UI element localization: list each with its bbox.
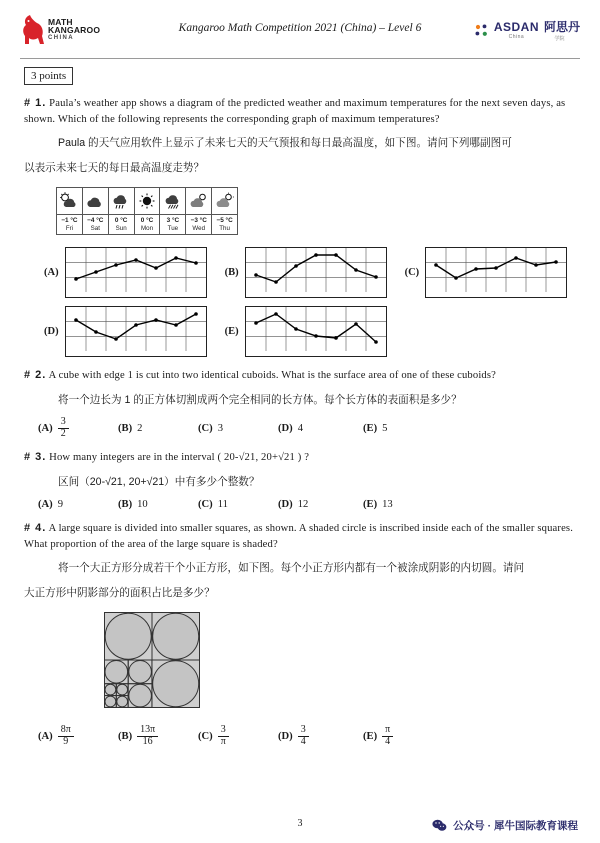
weather-day: Mon — [140, 225, 154, 233]
choice-E[interactable] — [363, 725, 393, 747]
option-A-label: (A) — [44, 267, 59, 279]
logo-line-2: KANGAROO — [48, 25, 101, 35]
weather-temp: 0 °C — [135, 214, 160, 225]
asdan-logo — [474, 18, 580, 42]
question-3-text — [24, 450, 576, 466]
choice-C-label: (C) — [198, 422, 213, 434]
choice-D-label: (D) — [278, 730, 293, 742]
choice-B-den: 16 — [142, 735, 153, 747]
question-1-en: Paula’s weather app shows a diagram of the predicted weather and maximum temperatures for the next seven days, as shown. Which of the following represents the corresponding graph of maximum temperatures? — [24, 98, 566, 125]
choice-C-label: (C) — [198, 499, 213, 511]
asdan-name: ASDAN — [493, 20, 539, 34]
choice-B-label: (B) — [118, 730, 133, 742]
asdan-star-icon — [474, 23, 489, 38]
rain-cloud-icon — [109, 188, 134, 214]
choice-A-den: 9 — [63, 735, 69, 747]
choice-A-value — [58, 417, 69, 439]
choice-E-label: (E) — [363, 422, 378, 434]
choice-B-value: 2 — [137, 422, 143, 434]
question-2-text — [24, 368, 576, 384]
asdan-sub: China — [508, 34, 525, 40]
option-D-label: (D) — [44, 326, 59, 338]
choice-D-num: 3 — [298, 725, 309, 737]
choice-A-value — [58, 725, 74, 747]
option-E-label: (E) — [224, 326, 239, 338]
option-E-graph — [245, 306, 387, 357]
question-4-choices — [38, 725, 576, 747]
option-A-graph — [65, 247, 207, 298]
question-2-number: # 2. — [24, 369, 47, 382]
choice-A-value: 9 — [57, 499, 64, 511]
weather-temp: −1 °C — [57, 214, 82, 225]
graph-option-row-1 — [44, 247, 576, 298]
question-1-cn-line1: Paula 的天气应用软件上显示了未来七天的天气预报和每日最高温度，如下图。请问下列哪副图可 — [58, 137, 512, 150]
choice-E[interactable] — [363, 417, 387, 439]
choice-D-label: (D) — [278, 422, 293, 434]
choice-A[interactable] — [38, 417, 118, 439]
inscribed-circles-figure — [104, 612, 576, 713]
choice-A-den: 2 — [60, 427, 66, 439]
choice-E-label: (E) — [363, 499, 378, 511]
option-E[interactable] — [225, 306, 387, 357]
weather-cell — [83, 188, 109, 234]
weather-day: Wed — [192, 225, 206, 233]
weather-cell — [186, 188, 212, 234]
choice-B[interactable] — [118, 725, 198, 747]
question-4-cn-line1: 将一个大正方形分成若干个小正方形，如下图。每个小正方形内都有一个被涂成阴影的内切圆。请问 — [58, 562, 525, 575]
question-3 — [24, 450, 576, 510]
choice-D-value — [298, 725, 309, 747]
page-content — [0, 58, 600, 843]
option-C-graph — [425, 247, 567, 298]
choice-D-value: 4 — [297, 422, 304, 434]
question-4-number: # 4. — [24, 522, 47, 535]
choice-C-label: (C) — [198, 730, 213, 742]
choice-A[interactable] — [38, 499, 118, 510]
question-3-number: # 3. — [24, 451, 47, 464]
question-3-en: How many integers are in the interval ( 20-√21, 20+√21 ) ? — [49, 452, 310, 464]
option-A[interactable] — [44, 247, 207, 298]
choice-D-value: 12 — [297, 499, 309, 511]
question-4 — [24, 521, 576, 747]
choice-C-den: π — [220, 735, 226, 747]
choice-B[interactable] — [118, 499, 198, 510]
option-D[interactable] — [44, 306, 207, 357]
logo-line-3: CHINA — [48, 34, 74, 41]
weather-day: Thu — [219, 225, 230, 233]
sun-cloud-3-icon — [212, 188, 237, 214]
choice-B[interactable] — [118, 417, 198, 439]
choice-E-num: π — [382, 725, 393, 737]
choice-E-den: 4 — [385, 735, 391, 747]
question-4-en: A large square is divided into smaller squares, as shown. A shaded circle is inscribed inside each of the smaller squares. What proportion of the area of the large square is shaded? — [24, 523, 573, 551]
option-B-label: (B) — [224, 267, 239, 279]
option-D-graph — [65, 306, 207, 357]
choice-D[interactable] — [278, 725, 363, 747]
wechat-icon — [432, 819, 447, 832]
option-C-label: (C) — [404, 267, 420, 279]
option-C[interactable] — [405, 247, 568, 298]
choice-A-label: (A) — [38, 499, 53, 511]
weather-temp: −3 °C — [186, 214, 211, 225]
sun-icon — [135, 188, 160, 214]
choice-E-value — [382, 725, 393, 747]
weather-temp: −4 °C — [83, 214, 108, 225]
question-1-number: # 1. — [24, 97, 47, 109]
choice-A-label: (A) — [38, 422, 53, 434]
page-header — [0, 0, 600, 58]
choice-E[interactable] — [363, 499, 393, 510]
sun-cloud-icon — [57, 188, 82, 214]
asdan-sub-cn: 学院 — [554, 36, 565, 42]
page-title: Kangaroo Math Competition 2021 (China) – Level 6 — [178, 22, 422, 34]
choice-B-label: (B) — [118, 499, 133, 511]
question-3-cn: 区间（20-√21, 20+√21）中有多少个整数？ — [58, 476, 260, 489]
choice-A-num: 3 — [58, 417, 69, 429]
weather-temp: 0 °C — [109, 214, 134, 225]
option-B-graph — [245, 247, 387, 298]
weather-cell — [109, 188, 135, 234]
question-1-cn-line2: 以表示未来七天的每日最高温度走势？ — [24, 162, 205, 175]
logo-line-1: MATH — [48, 16, 73, 27]
choice-B-label: (B) — [118, 422, 133, 434]
sun-cloud-2-icon — [186, 188, 211, 214]
points-badge: 3 points — [24, 67, 73, 85]
choice-A-num: 8π — [58, 725, 74, 737]
question-3-choices — [38, 499, 576, 510]
choice-A[interactable] — [38, 725, 118, 747]
choice-B-value — [137, 725, 158, 747]
option-B[interactable] — [225, 247, 387, 298]
weather-day: Fri — [65, 225, 74, 233]
question-2-choices — [38, 417, 576, 439]
choice-E-label: (E) — [363, 730, 378, 742]
weather-temp: 3 °C — [160, 214, 185, 225]
choice-D-label: (D) — [278, 499, 293, 511]
weather-temp: −5 °C — [212, 214, 237, 225]
wechat-watermark — [432, 818, 578, 833]
choice-D-den: 4 — [300, 735, 306, 747]
weather-cell — [160, 188, 186, 234]
weather-forecast-table — [56, 187, 238, 235]
choice-E-value: 5 — [382, 422, 388, 434]
choice-C-value: 3 — [217, 422, 224, 434]
question-2-en: A cube with edge 1 is cut into two identical cuboids. What is the surface area of one of these cuboids? — [48, 370, 496, 382]
question-1-text — [24, 96, 576, 127]
choice-C-num: 3 — [218, 725, 229, 737]
choice-C[interactable] — [198, 725, 278, 747]
question-2 — [24, 368, 576, 439]
choice-A-label: (A) — [38, 730, 53, 742]
choice-C[interactable] — [198, 417, 278, 439]
page-number: 3 — [297, 818, 303, 829]
question-4-text — [24, 521, 576, 552]
question-2-cn: 将一个边长为 1 的正方体切割成两个完全相同的长方体。每个长方体的表面积是多少？ — [58, 394, 462, 407]
choice-C-value — [218, 725, 229, 747]
choice-E-value: 13 — [382, 499, 393, 511]
choice-C[interactable] — [198, 499, 278, 510]
asdan-name-cn: 阿思丹 — [543, 20, 580, 34]
snow-cloud-icon — [160, 188, 185, 214]
question-4-cn-line2: 大正方形中阴影部分的面积占比是多少？ — [24, 587, 215, 600]
choice-C-value: 11 — [217, 499, 228, 511]
choice-B-num: 13π — [137, 725, 158, 737]
weather-day: Sat — [90, 225, 100, 233]
weather-cell — [135, 188, 161, 234]
weather-icon-row — [57, 188, 237, 234]
weather-cell — [212, 188, 237, 234]
wechat-text: 公众号 · 犀牛国际教育课程 — [453, 820, 578, 832]
cloud-icon — [83, 188, 108, 214]
weather-day: Tue — [167, 225, 179, 233]
graph-option-row-2 — [44, 306, 576, 357]
choice-D[interactable] — [278, 499, 363, 510]
weather-cell — [57, 188, 83, 234]
question-1-options — [44, 247, 576, 357]
question-1 — [24, 96, 576, 357]
choice-B-value: 10 — [137, 499, 148, 511]
weather-day: Sun — [115, 225, 127, 233]
choice-D[interactable] — [278, 417, 363, 439]
